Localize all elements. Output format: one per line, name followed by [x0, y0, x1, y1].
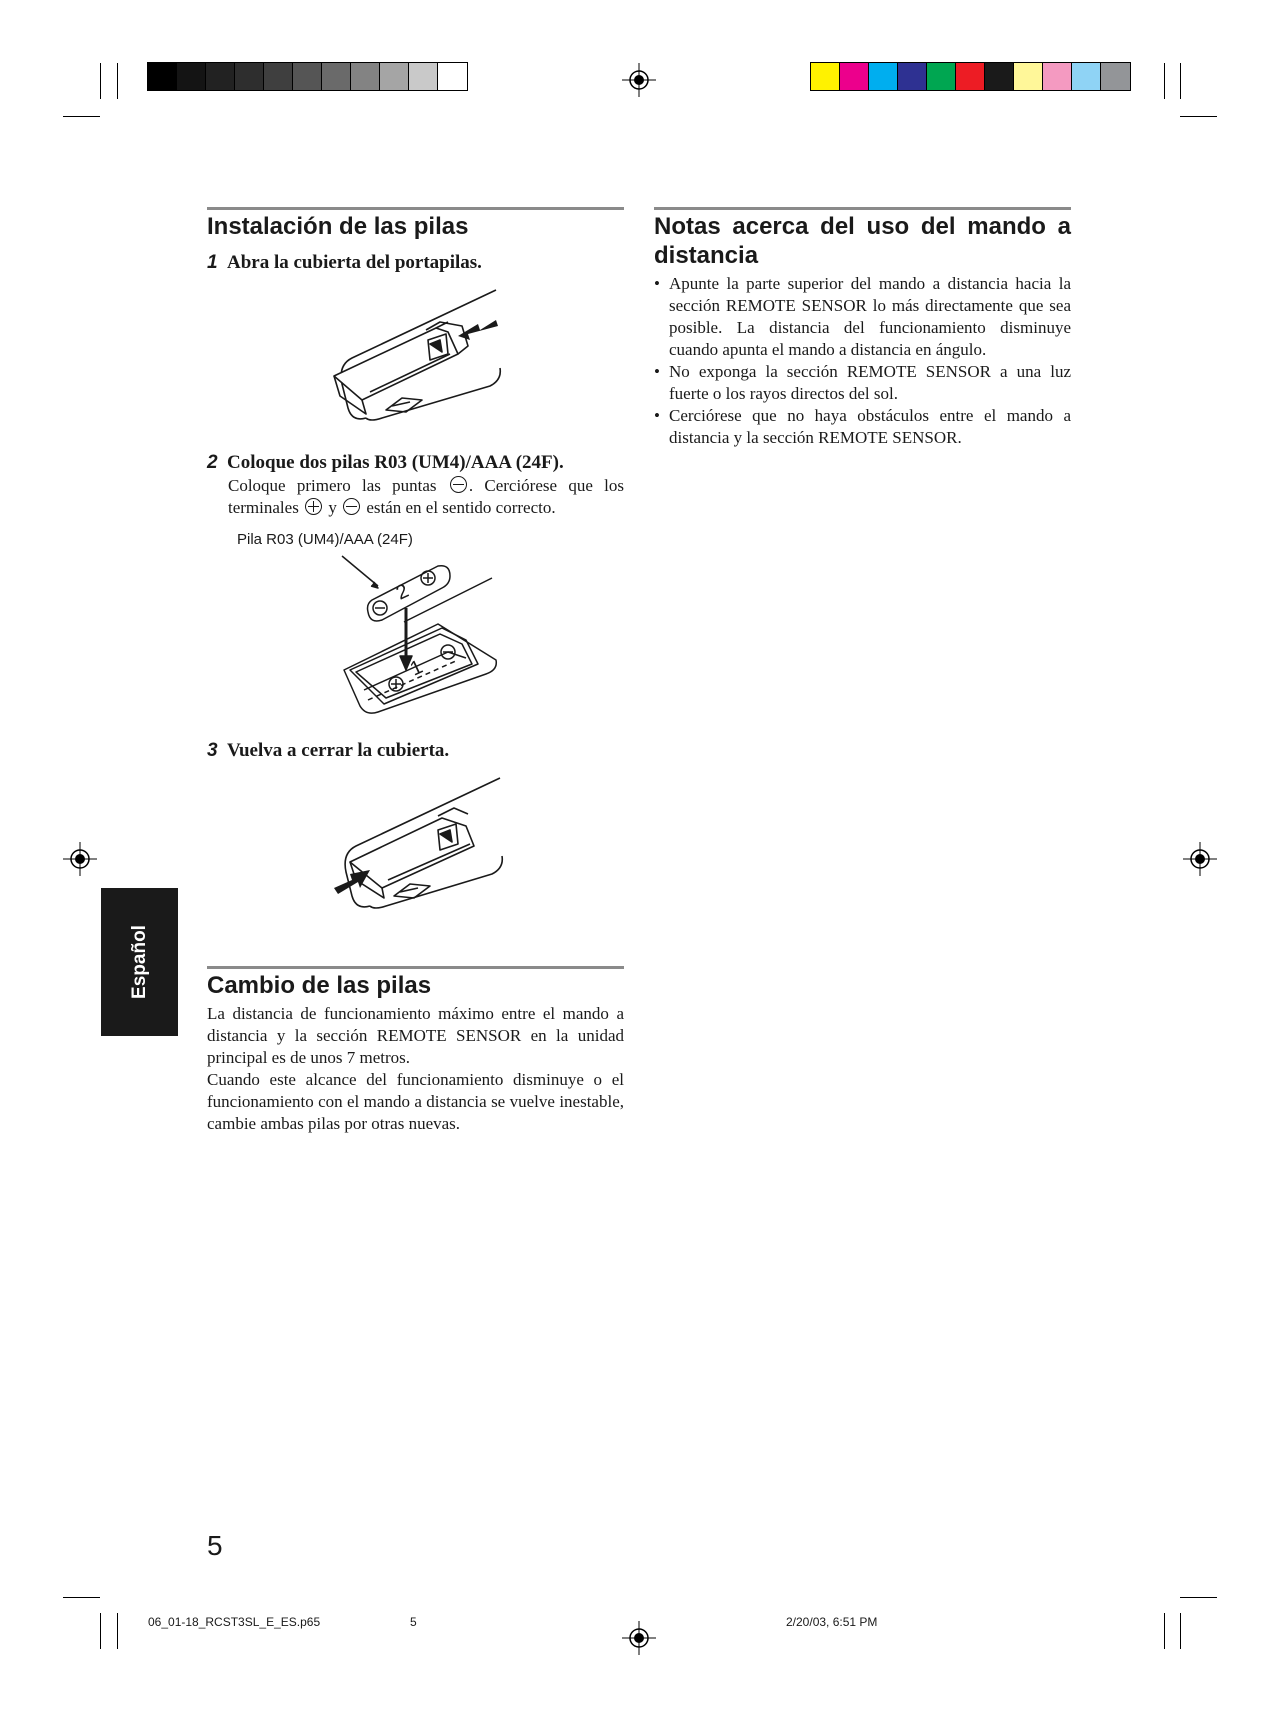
- color-swatch: [1014, 63, 1043, 90]
- gray-swatch: [264, 63, 293, 90]
- change-batteries-heading: Cambio de las pilas: [207, 972, 432, 999]
- footer-page: 5: [410, 1615, 417, 1629]
- section-rule: [207, 966, 624, 969]
- color-swatch: [985, 63, 1014, 90]
- section-rule: [207, 207, 624, 210]
- gray-swatch: [235, 63, 264, 90]
- page-number: 5: [207, 1530, 223, 1561]
- gray-swatch: [351, 63, 380, 90]
- color-swatch: [1043, 63, 1072, 90]
- note-bullet: • No exponga la sección REMOTE SENSOR a una luz fuerte o los rayos directos del sol.: [654, 361, 1071, 405]
- footer-date: 2/20/03, 6:51 PM: [786, 1615, 878, 1629]
- color-swatch: [927, 63, 956, 90]
- remote-open-cover-illustration: [330, 288, 510, 428]
- battery-label: Pila R03 (UM4)/AAA (24F): [237, 531, 413, 548]
- color-swatch: [1101, 63, 1130, 90]
- step-2-title: [207, 452, 564, 474]
- remote-close-cover-illustration: [330, 776, 510, 916]
- note-bullet: • Cerciórese que no haya obstáculos entre el mando a distancia y la sección REMOTE SENSOR.: [654, 405, 1071, 449]
- gray-swatch: [438, 63, 467, 90]
- registration-mark-icon: [622, 63, 656, 97]
- color-swatch: [956, 63, 985, 90]
- notes-heading: Notas acerca del uso del mando a distancia: [654, 213, 1071, 269]
- note-bullet: • Apunte la parte superior del mando a distancia hacia la sección REMOTE SENSOR lo más directamente que sea posible. La distancia del funcionamiento disminuye cuando apunta el mando a distancia en ángulo.: [654, 273, 1071, 361]
- color-swatch: [898, 63, 927, 90]
- registration-mark-icon: [1183, 842, 1217, 876]
- cmyk-color-bar: [810, 62, 1131, 91]
- gray-swatch: [380, 63, 409, 90]
- battery-insertion-illustration: [338, 552, 498, 722]
- step-1-title: [207, 252, 482, 274]
- install-heading: Instalación de las pilas: [207, 213, 469, 240]
- battery-number-2: 2: [392, 579, 413, 605]
- gray-swatch: [206, 63, 235, 90]
- gray-color-bar: [147, 62, 468, 91]
- color-swatch: [869, 63, 898, 90]
- step-2-text: Coloque dos pilas R03 (UM4)/AAA (24F).: [227, 452, 564, 473]
- step-2-description: Coloque primero las puntas . Cerciórese que los terminales y están en el sentido correcto.: [228, 476, 624, 517]
- language-side-tab: [101, 888, 178, 1036]
- change-batteries-text-2: Cuando este alcance del funcionamiento disminuye o el funcionamiento con el mando a distancia se vuelve inestable, cambie ambas pilas por otras nuevas.: [207, 1070, 624, 1133]
- color-swatch: [1072, 63, 1101, 90]
- footer-filename: 06_01-18_RCST3SL_E_ES.p65: [148, 1615, 321, 1629]
- gray-swatch: [177, 63, 206, 90]
- step-1-number: 1: [207, 252, 218, 273]
- minus-terminal-icon: [450, 476, 467, 493]
- step-3-title: [207, 740, 449, 762]
- language-tab-label: Español: [128, 925, 150, 999]
- plus-terminal-icon: [305, 498, 322, 515]
- change-batteries-text: La distancia de funcionamiento máximo entre el mando a distancia y la sección REMOTE SENSOR en la unidad principal es de unos 7 metros.: [207, 1004, 624, 1067]
- step-2-number: 2: [207, 452, 218, 473]
- registration-mark-icon: [63, 842, 97, 876]
- gray-swatch: [322, 63, 351, 90]
- gray-swatch: [293, 63, 322, 90]
- color-swatch: [811, 63, 840, 90]
- gray-swatch: [409, 63, 438, 90]
- notes-bullet-list: [654, 273, 1071, 449]
- step-1-text: Abra la cubierta del portapilas.: [227, 252, 482, 273]
- step-3-number: 3: [207, 740, 218, 761]
- step-3-text: Vuelva a cerrar la cubierta.: [227, 740, 450, 761]
- minus-terminal-icon: [343, 498, 360, 515]
- battery-number-1: 1: [406, 655, 427, 681]
- color-swatch: [840, 63, 869, 90]
- registration-mark-icon: [622, 1621, 656, 1655]
- section-rule: [654, 207, 1071, 210]
- gray-swatch: [148, 63, 177, 90]
